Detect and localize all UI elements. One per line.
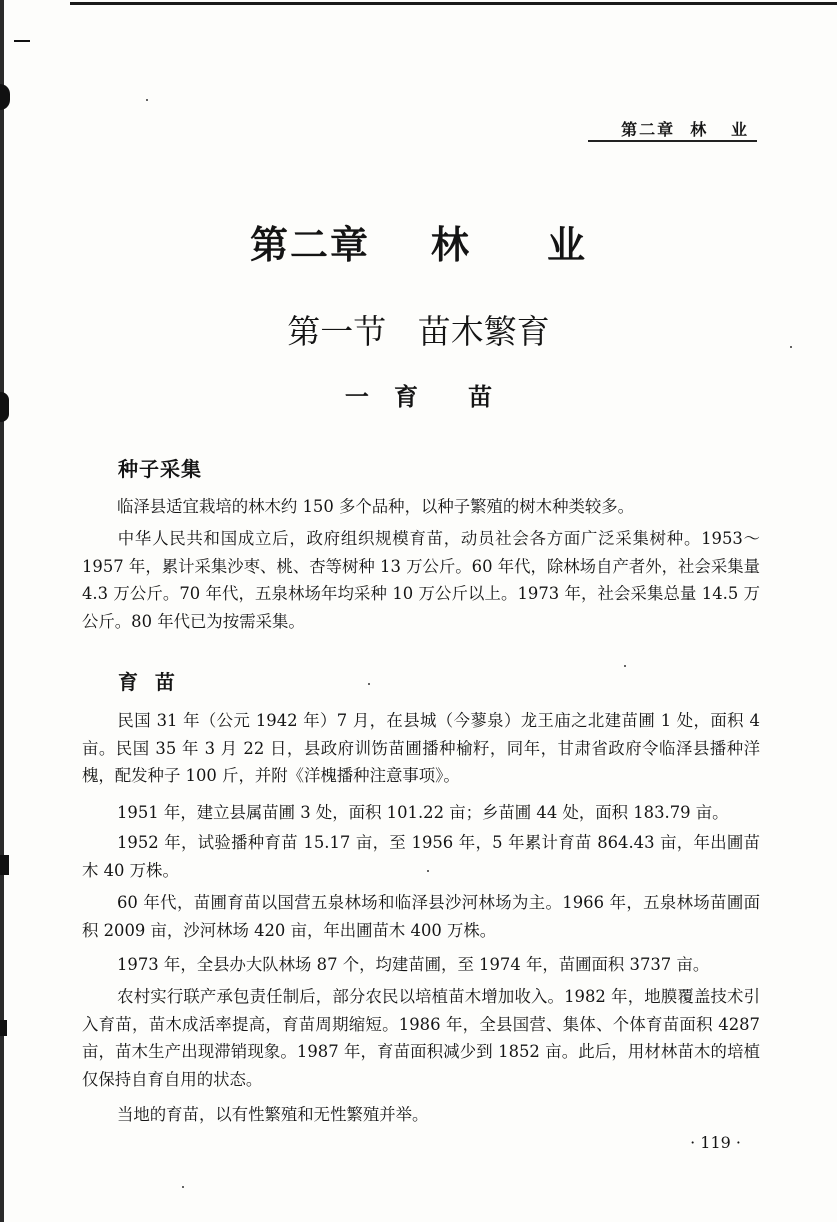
scan-mark [0,84,10,110]
paragraph [82,799,760,827]
paragraph [82,493,760,521]
top-border-rule [70,2,837,5]
heading-seed-collection: 种子采集 [118,457,202,481]
paragraph [82,707,760,790]
heading-nursery: 育 苗 [118,670,176,694]
paragraph-text: 1973 年，全县办大队林场 87 个，均建苗圃，至 1974 年，苗圃面积 3737 亩。 [117,955,710,974]
scan-speck [146,99,148,101]
scan-speck [368,683,370,685]
paragraph-text: 当地的育苗，以有性繁殖和无性繁殖并举。 [117,1105,429,1124]
scan-speck [427,870,429,872]
paragraph [82,951,760,979]
subsection-title: 一 育 苗 [344,382,493,411]
page-number: · 119 · [690,1133,741,1152]
chapter-title: 第二章 林 业 [249,222,588,267]
scan-mark [14,40,30,42]
paragraph-text: 临泽县适宜栽培的林木约 150 多个品种，以种子繁殖的树木种类较多。 [117,497,635,516]
section-title: 第一节 苗木繁育 [287,312,550,351]
paragraph-text: 民国 31 年（公元 1942 年）7 月，在县城（今蓼泉）龙王庙之北建苗圃 1 处，面积 4 亩。民国 35 年 3 月 22 日，县政府训饬苗圃播种榆籽，同年，甘肃省政府令临泽县播种洋槐，配发种子 100 斤，并附《洋槐播种注意事项》。 [82,711,760,786]
scan-mark [0,1020,7,1036]
running-head-rule [588,140,757,142]
paragraph-text: 60 年代，苗圃育苗以国营五泉林场和临泽县沙河林场为主。1966 年，五泉林场苗圃面积 2009 亩，沙河林场 420 亩，年出圃苗木 400 万株。 [82,893,760,940]
paragraph-text: 农村实行联产承包责任制后，部分农民以培植苗木增加收入。1982 年，地膜覆盖技术引入育苗，苗木成活率提高，育苗周期缩短。1986 年，全县国营、集体、个体育苗面积 4287 亩，苗木生产出现滞销现象。1987 年，育苗面积减少到 1852 亩。此后，用材林苗木的培植仅保持自育自用的状态。 [82,987,760,1090]
running-head: 第二章 林 业 [621,120,749,139]
paragraph-text: 1951 年，建立县属苗圃 3 处，面积 101.22 亩；乡苗圃 44 处，面积 183.79 亩。 [117,803,729,822]
scan-speck [790,346,792,348]
paragraph [82,829,760,884]
paragraph [82,889,760,944]
paragraph-text: 1952 年，试验播种育苗 15.17 亩，至 1956 年，5 年累计育苗 864.43 亩，年出圃苗木 40 万株。 [82,833,760,880]
scan-speck [624,665,626,667]
scan-mark [0,855,9,875]
paragraph [82,983,760,1094]
paragraph-text: 中华人民共和国成立后，政府组织规模育苗，动员社会各方面广泛采集树种。1953～1957 年，累计采集沙枣、桃、杏等树种 13 万公斤。60 年代，除林场自产者外，社会采集量 4.3 万公斤。70 年代，五泉林场年均采种 10 万公斤以上。1973 年，社会采集总量 14.5 万公斤。80 年代已为按需采集。 [82,529,760,632]
paragraph [82,1101,760,1129]
scan-speck [182,1186,184,1188]
scan-left-edge [0,0,4,1222]
paragraph [82,525,760,636]
